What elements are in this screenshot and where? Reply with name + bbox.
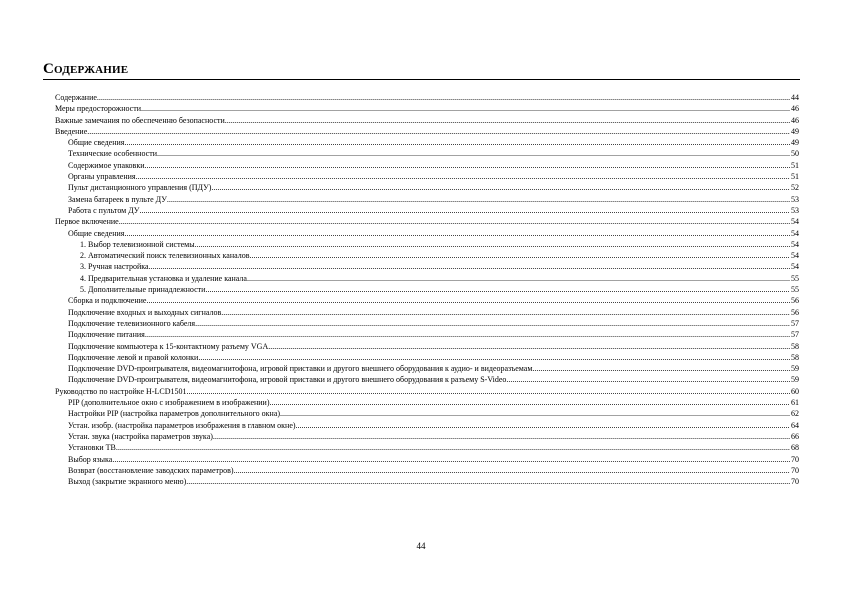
page-title: Содержание	[43, 61, 129, 77]
toc-entry[interactable]	[55, 408, 799, 419]
toc-dot-leader	[280, 408, 790, 419]
toc-entry-page: 49	[791, 138, 799, 148]
toc-entry-title: PIP (дополнительное окно с изображением в изображении)	[68, 398, 270, 408]
toc-dot-leader	[213, 431, 790, 442]
toc-dot-leader	[247, 273, 790, 284]
toc-entry[interactable]	[55, 250, 799, 261]
toc-entry[interactable]	[55, 239, 799, 250]
title-underline	[43, 79, 800, 80]
toc-entry[interactable]	[55, 386, 799, 397]
toc-entry-page: 59	[791, 364, 799, 374]
toc-dot-leader	[221, 307, 790, 318]
toc-entry-title: Подключение компьютера к 15-контактному разъему VGA	[68, 341, 269, 351]
toc-entry[interactable]	[55, 284, 799, 295]
toc-entry-title: Выбор языка	[68, 454, 113, 464]
toc-entry-title: Подключение DVD-проигрывателя, видеомагнитофона, игровой приставки и другого внешнего оборудования к аудио- и видеоразъемам.	[68, 364, 535, 374]
toc-dot-leader	[198, 352, 790, 363]
toc-entry[interactable]	[55, 182, 799, 193]
toc-entry-page: 61	[791, 398, 799, 408]
toc-entry-page: 55	[791, 273, 799, 283]
toc-entry-title: Органы управления	[68, 172, 136, 182]
toc-dot-leader	[145, 329, 790, 340]
toc-entry-title: 2. Автоматический поиск телевизионных каналов	[80, 251, 250, 261]
toc-entry-title: Подключение DVD-проигрывателя, видеомагнитофона, игровой приставки и другого внешнего оборудования к разъему S-Video	[68, 375, 507, 385]
toc-entry-title: Работа с пультом ДУ	[68, 205, 140, 215]
toc-dot-leader	[250, 250, 790, 261]
toc-entry-page: 70	[791, 454, 799, 464]
toc-entry-title: Настройки PIP (настройка параметров дополнительного окна)	[68, 409, 281, 419]
toc-entry[interactable]	[55, 307, 799, 318]
toc-entry-page: 54	[791, 239, 799, 249]
toc-entry-title: Сборка и подключение	[68, 296, 147, 306]
toc-entry-title: Пульт дистанционного управления (ПДУ)	[68, 183, 212, 193]
toc-dot-leader	[97, 92, 790, 103]
toc-entry-title: Выход (закрытие экранного меню)	[68, 477, 187, 487]
toc-entry-title: Общие сведения	[68, 138, 125, 148]
toc-entry-title: Технические особенности	[68, 149, 157, 159]
toc-entry-title: Замена батареек в пульте ДУ	[68, 194, 167, 204]
toc-entry[interactable]	[55, 92, 799, 103]
toc-entry-page: 52	[791, 183, 799, 193]
toc-entry-page: 58	[791, 352, 799, 362]
toc-entry-title: Общие сведения	[68, 228, 125, 238]
toc-entry-page: 53	[791, 205, 799, 215]
toc-dot-leader	[141, 103, 790, 114]
toc-entry-page: 46	[791, 104, 799, 114]
toc-entry-title: Возврат (восстановление заводских параметров)	[68, 465, 234, 475]
toc-entry[interactable]	[55, 374, 799, 385]
toc-entry-title: Меры предосторожности	[55, 104, 142, 114]
toc-entry-page: 54	[791, 251, 799, 261]
toc-entry[interactable]	[55, 295, 799, 306]
toc-entry[interactable]	[55, 318, 799, 329]
toc-dot-leader	[211, 182, 790, 193]
toc-entry[interactable]	[55, 397, 799, 408]
toc-entry[interactable]	[55, 216, 799, 227]
toc-entry-title: Устан. звука (настройка параметров звука)	[68, 431, 213, 441]
toc-entry[interactable]	[55, 465, 799, 476]
toc-entry-page: 54	[791, 262, 799, 272]
toc-dot-leader	[270, 397, 790, 408]
toc-entry[interactable]	[55, 148, 799, 159]
toc-entry[interactable]	[55, 205, 799, 216]
toc-entry-page: 46	[791, 115, 799, 125]
toc-entry-title: Содержание	[55, 93, 97, 102]
toc-entry-page: 50	[791, 149, 799, 159]
toc-entry[interactable]	[55, 261, 799, 272]
toc-entry-title: Введение	[55, 126, 88, 136]
toc-entry-page: 51	[791, 172, 799, 182]
toc-entry[interactable]	[55, 115, 799, 126]
toc-entry[interactable]	[55, 103, 799, 114]
toc-entry-title: 3. Ручная настройка	[80, 262, 149, 272]
toc-dot-leader	[234, 465, 790, 476]
toc-entry[interactable]	[55, 431, 799, 442]
toc-entry[interactable]	[55, 442, 799, 453]
toc-dot-leader	[506, 374, 790, 385]
page-number: 44	[416, 541, 426, 551]
toc-entry[interactable]	[55, 160, 799, 171]
toc-entry-page: 60	[791, 386, 799, 396]
toc-entry-page: 59	[791, 375, 799, 385]
toc-entry-title: Содержимое упаковки	[68, 160, 145, 170]
toc-entry-page: 54	[791, 228, 799, 238]
toc-entry[interactable]	[55, 228, 799, 239]
toc-entry-title: 5. Дополнительные принадлежности	[80, 285, 206, 295]
toc-entry-page: 56	[791, 296, 799, 306]
toc-entry[interactable]	[55, 194, 799, 205]
toc-entry-title: Устан. изобр. (настройка параметров изображения в главном окне)	[68, 420, 296, 430]
toc-entry-title: Важные замечания по обеспеченню безопасности	[55, 115, 225, 125]
toc-entry-page: 58	[791, 341, 799, 351]
toc-entry-page: 54	[791, 217, 799, 227]
toc-entry-page: 53	[791, 194, 799, 204]
toc-entry[interactable]	[55, 171, 799, 182]
toc-entry[interactable]	[55, 352, 799, 363]
toc-entry-page: 55	[791, 285, 799, 295]
toc-entry-page: 44	[791, 93, 799, 102]
toc-dot-leader	[116, 442, 790, 453]
toc-entry-title: Подключение телевизионного кабеля	[68, 318, 196, 328]
toc-entry[interactable]	[55, 454, 799, 465]
toc-entry-page: 66	[791, 431, 799, 441]
toc-entry-page: 57	[791, 318, 799, 328]
toc-dot-leader	[167, 194, 790, 205]
toc-entry-title: Руководство по настройке H-LCD1501	[55, 386, 187, 396]
toc-entry-page: 56	[791, 307, 799, 317]
toc-entry-page: 70	[791, 477, 799, 487]
toc-dot-leader	[296, 420, 790, 431]
toc-dot-leader	[146, 295, 790, 306]
toc-entry-title: 1. Выбор телевизионной системы	[80, 239, 195, 249]
toc-dot-leader	[119, 216, 790, 227]
toc-entry-title: Установки ТВ	[68, 443, 116, 453]
toc-entry[interactable]	[55, 420, 799, 431]
toc-dot-leader	[186, 386, 790, 397]
toc-entry[interactable]	[55, 137, 799, 148]
toc-entry-title: Подключение питания	[68, 330, 145, 340]
toc-dot-leader	[534, 363, 790, 374]
toc-entry-title: 4. Предварительная установка и удаление канала	[80, 273, 247, 283]
toc-entry[interactable]	[55, 273, 799, 284]
table-of-contents	[55, 92, 799, 487]
toc-dot-leader	[195, 318, 790, 329]
toc-entry-page: 68	[791, 443, 799, 453]
toc-dot-leader	[268, 341, 790, 352]
toc-dot-leader	[124, 137, 790, 148]
toc-entry-page: 57	[791, 330, 799, 340]
toc-entry[interactable]	[55, 126, 799, 137]
toc-dot-leader	[136, 171, 790, 182]
toc-dot-leader	[139, 205, 790, 216]
toc-entry-page: 49	[791, 126, 799, 136]
toc-entry[interactable]	[55, 363, 799, 374]
toc-dot-leader	[124, 228, 790, 239]
toc-dot-leader	[157, 148, 790, 159]
toc-dot-leader	[225, 115, 790, 126]
toc-dot-leader	[145, 160, 790, 171]
toc-entry[interactable]	[55, 341, 799, 352]
toc-dot-leader	[205, 284, 790, 295]
toc-entry-page: 51	[791, 160, 799, 170]
toc-dot-leader	[112, 454, 790, 465]
toc-entry[interactable]	[55, 329, 799, 340]
toc-dot-leader	[87, 126, 790, 137]
toc-entry-title: Первое включение	[55, 217, 119, 227]
toc-entry-page: 62	[791, 409, 799, 419]
toc-entry-page: 70	[791, 465, 799, 475]
toc-dot-leader	[186, 476, 790, 487]
toc-entry[interactable]	[55, 476, 799, 487]
toc-entry-title: Подключение входных и выходных сигналов	[68, 307, 222, 317]
toc-entry-page: 64	[791, 420, 799, 430]
toc-dot-leader	[195, 239, 790, 250]
toc-dot-leader	[149, 261, 790, 272]
toc-entry-title: Подключение левой и правой колонки	[68, 352, 199, 362]
